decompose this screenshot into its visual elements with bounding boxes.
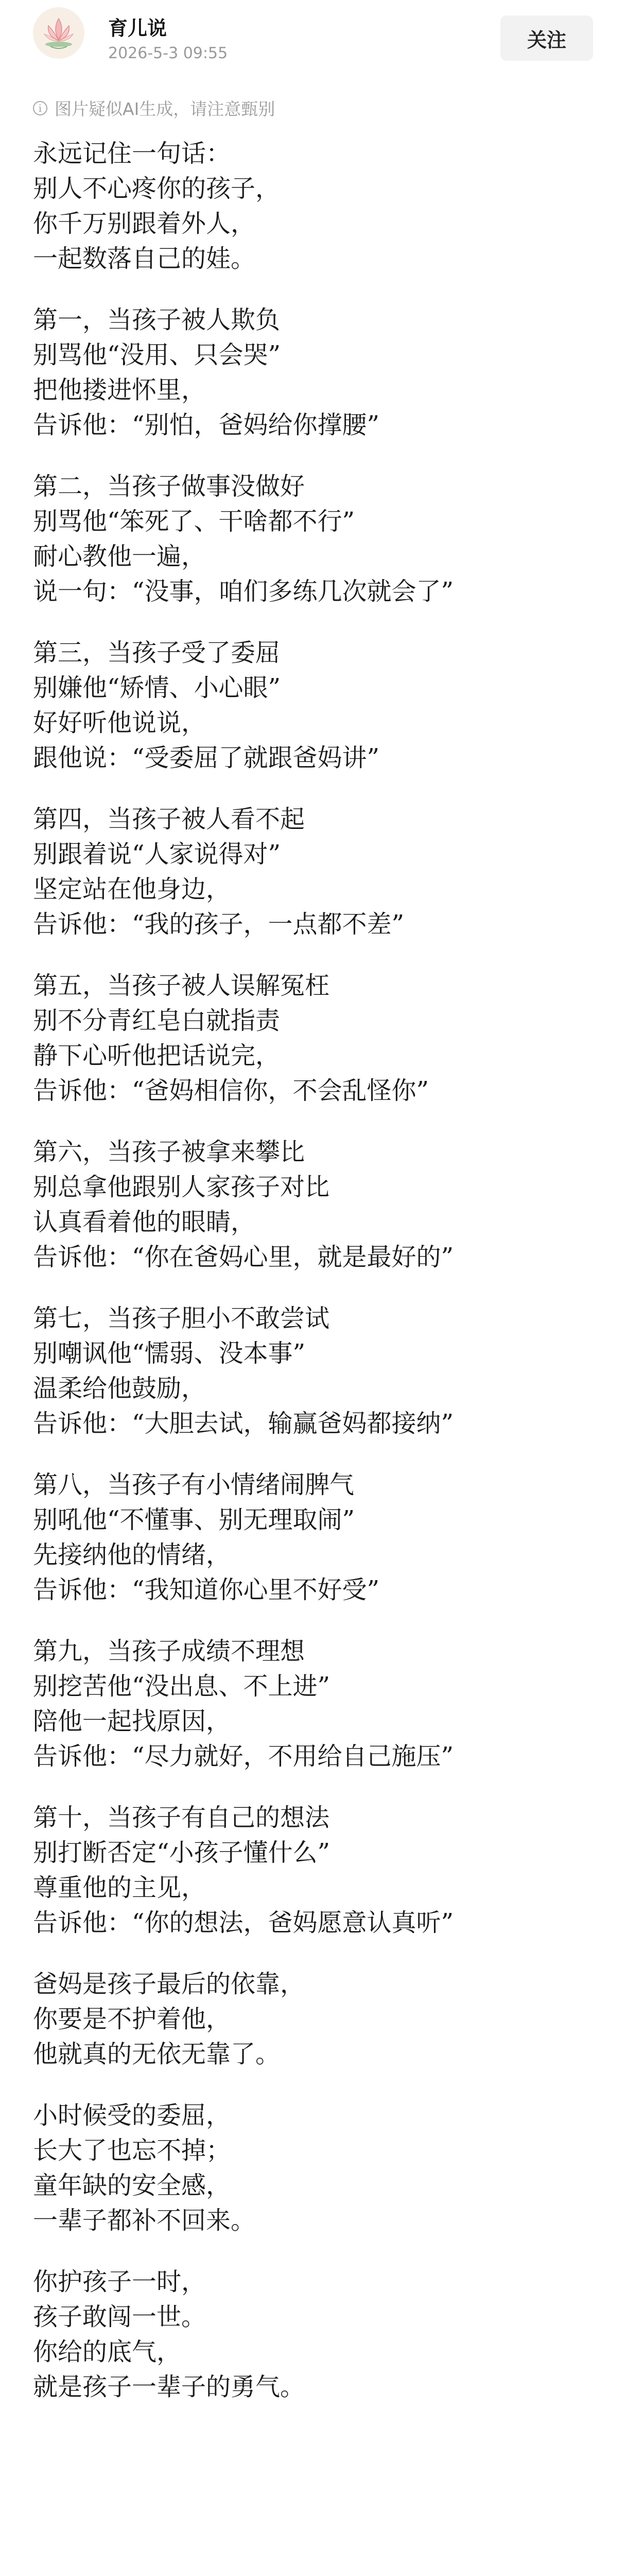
text-line: 一辈子都补不回来。 (33, 2206, 256, 2235)
text-line: 好好听他说说， (33, 708, 206, 737)
text-line: 别总拿他跟别人家孩子对比 (33, 1173, 330, 1201)
paragraph (33, 1634, 599, 1774)
text-line: 别骂他“笨死了、干啥都不行” (33, 507, 355, 536)
text-line: 别不分青红皂白就指责 (33, 1006, 281, 1035)
text-line: 别骂他“没用、只会哭” (33, 341, 281, 369)
author-avatar[interactable] (33, 7, 84, 59)
paragraph (33, 302, 599, 443)
post-header (0, 0, 626, 77)
paragraph (33, 1967, 599, 2072)
text-line: 第七，当孩子胆小不敢尝试 (33, 1304, 330, 1333)
text-line: 就是孩子一辈子的勇气。 (33, 2372, 305, 2401)
follow-button[interactable]: 关注 (500, 15, 593, 61)
text-line: 第二，当孩子做事没做好 (33, 472, 305, 501)
text-line: 耐心教他一遍， (33, 542, 206, 571)
text-line: 小时候受的委屈， (33, 2101, 231, 2130)
text-line: 第五，当孩子被人误解冤枉 (33, 971, 330, 1000)
post-timestamp: 2026-5-3 09:55 (108, 44, 228, 62)
paragraph (33, 1800, 599, 1940)
text-line: 第一，当孩子被人欺负 (33, 306, 281, 334)
paragraph (33, 968, 599, 1108)
author-name[interactable]: 育儿说 (108, 17, 167, 40)
text-line: 一起数落自己的娃。 (33, 244, 256, 273)
text-line: 他就真的无依无靠了。 (33, 2040, 281, 2069)
text-line: 别吼他“不懂事、别无理取闹” (33, 1505, 355, 1534)
text-line: 别挖苦他“没出息、不上进” (33, 1672, 331, 1701)
text-line: 温柔给他鼓励， (33, 1374, 206, 1403)
text-line: 说一句：“没事，咱们多练几次就会了” (33, 577, 454, 606)
text-line: 永远记住一句话： (33, 139, 231, 168)
text-line: 孩子敢闯一世。 (33, 2302, 206, 2331)
paragraph (33, 469, 599, 609)
text-line: 你要是不护着他， (33, 2005, 231, 2033)
text-line: 你千万别跟着外人， (33, 209, 256, 238)
text-line: 你护孩子一时， (33, 2267, 206, 2296)
text-line: 告诉他：“尽力就好，不用给自己施压” (33, 1742, 454, 1771)
text-line: 告诉他：“我知道你心里不好受” (33, 1575, 380, 1604)
text-line: 认真看着他的眼睛， (33, 1208, 256, 1236)
text-line: 告诉他：“别怕，爸妈给你撑腰” (33, 411, 380, 439)
text-line: 坚定站在他身边， (33, 875, 231, 904)
paragraph (33, 1301, 599, 1441)
paragraph (33, 136, 599, 276)
text-line: 别嫌他“矫情、小心眼” (33, 673, 281, 702)
text-line: 爸妈是孩子最后的依靠， (33, 1970, 305, 1998)
text-line: 第三，当孩子受了委屈 (33, 638, 281, 667)
text-line: 你给的底气， (33, 2337, 182, 2366)
text-line: 别人不心疼你的孩子， (33, 174, 281, 203)
text-line: 告诉他：“你的想法，爸妈愿意认真听” (33, 1908, 454, 1937)
paragraph (33, 2264, 599, 2404)
text-line: 静下心听他把话说完， (33, 1041, 281, 1070)
text-line: 别跟着说“人家说得对” (33, 840, 281, 869)
text-line: 第六，当孩子被拿来攀比 (33, 1138, 305, 1166)
text-line: 第八，当孩子有小情绪闹脾气 (33, 1470, 355, 1499)
paragraph (33, 802, 599, 942)
ai-generated-notice (33, 96, 275, 120)
text-line: 陪他一起找原因， (33, 1707, 231, 1736)
text-line: 第十，当孩子有自己的想法 (33, 1803, 330, 1832)
text-line: 长大了也忘不掉； (33, 2136, 231, 2165)
text-line: 告诉他：“你在爸妈心里，就是最好的” (33, 1243, 454, 1272)
text-line: 第四，当孩子被人看不起 (33, 805, 305, 834)
text-line: 把他搂进怀里， (33, 376, 206, 404)
text-line: 尊重他的主见， (33, 1873, 206, 1902)
text-line: 童年缺的安全感， (33, 2171, 231, 2200)
text-line: 告诉他：“我的孩子，一点都不差” (33, 910, 405, 939)
ai-notice-text: 图片疑似AI生成，请注意甄别 (55, 99, 275, 119)
text-line: 跟他说：“受委屈了就跟爸妈讲” (33, 743, 380, 772)
paragraph (33, 635, 599, 775)
text-line: 第九，当孩子成绩不理想 (33, 1637, 305, 1666)
paragraph (33, 1134, 599, 1275)
text-line: 告诉他：“爸妈相信你，不会乱怪你” (33, 1076, 429, 1105)
paragraph (33, 1467, 599, 1607)
text-line: 别打断否定“小孩子懂什么” (33, 1838, 331, 1867)
paragraph (33, 2098, 599, 2238)
text-line: 先接纳他的情绪， (33, 1540, 231, 1569)
lotus-icon (33, 7, 84, 59)
article-body (33, 136, 599, 2431)
text-line: 告诉他：“大胆去试，输赢爸妈都接纳” (33, 1409, 454, 1438)
info-icon: i (33, 101, 47, 115)
text-line: 别嘲讽他“懦弱、没本事” (33, 1339, 306, 1368)
